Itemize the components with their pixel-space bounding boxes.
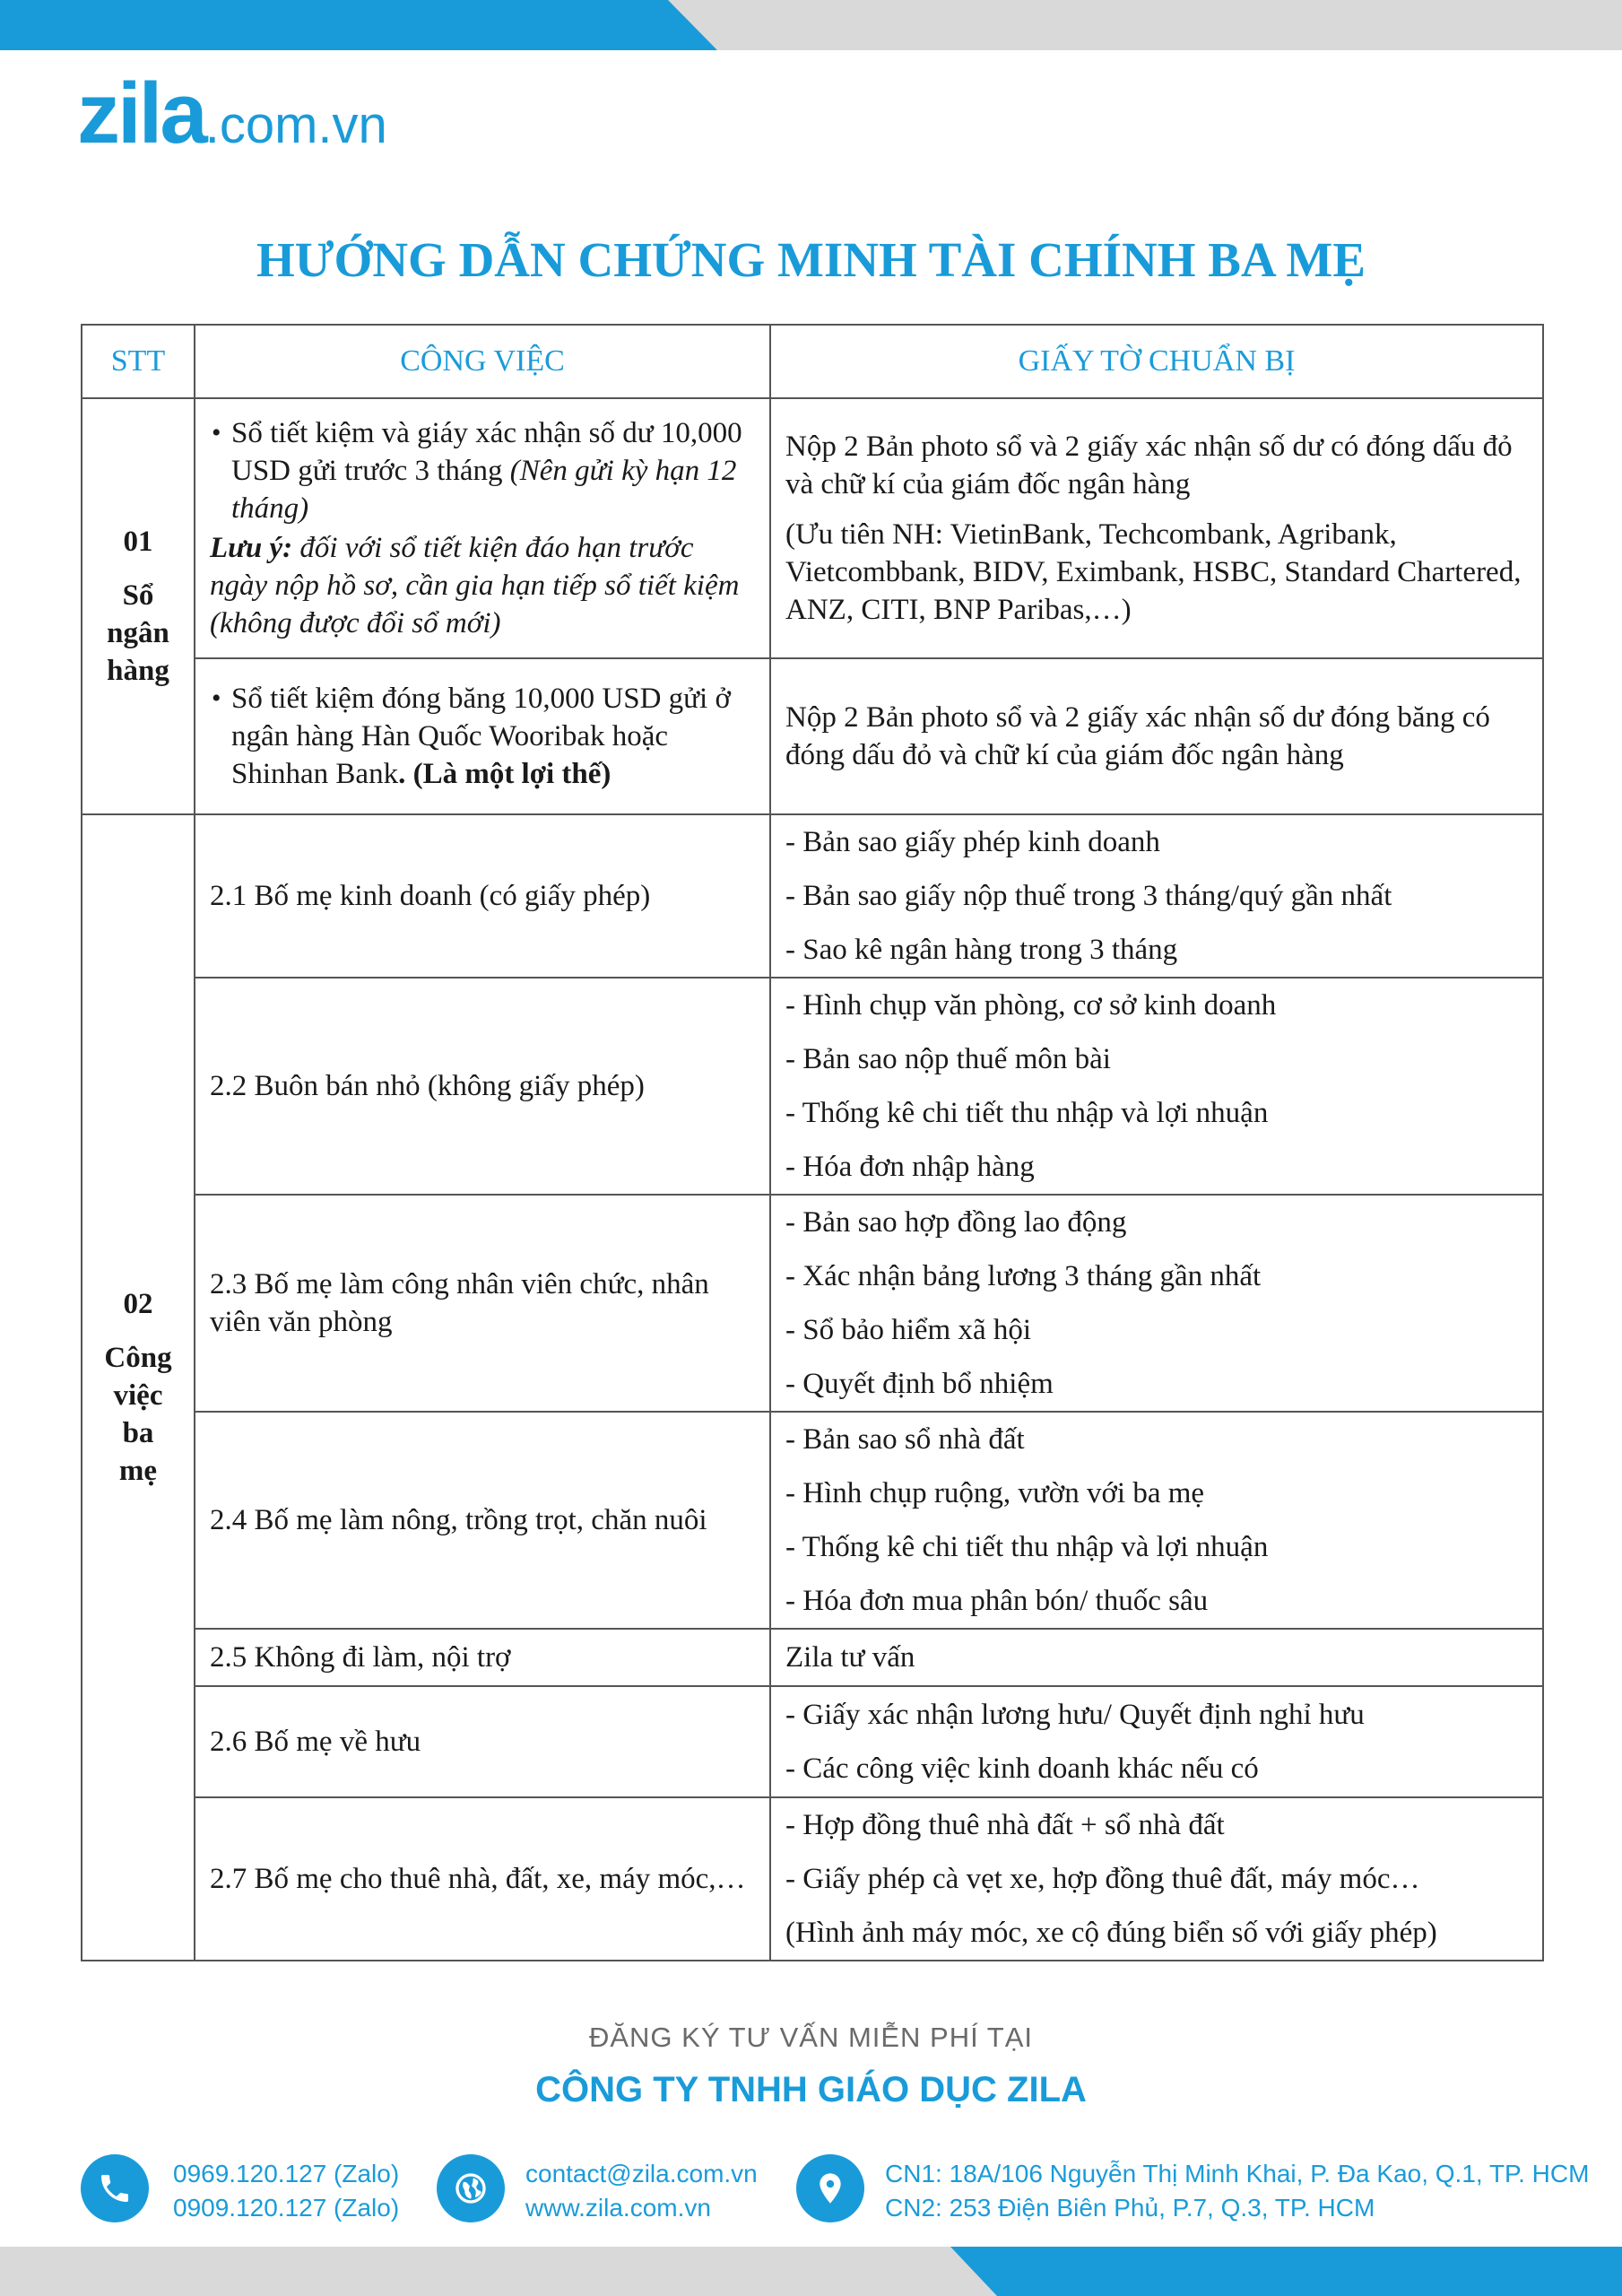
section1-work-2: [195, 658, 770, 814]
footer-web: [525, 2157, 758, 2225]
section2-work: 2.2 Buôn bán nhỏ (không giấy phép): [195, 978, 770, 1195]
section1-stt: [82, 398, 195, 814]
section2-work: 2.6 Bố mẹ về hưu: [195, 1686, 770, 1797]
section2-work: 2.3 Bố mẹ làm công nhân viên chức, nhân viên văn phòng: [195, 1195, 770, 1412]
docs-line: - Hình chụp ruộng, vườn với ba mẹ: [785, 1477, 1205, 1509]
docs-line: - Bản sao sổ nhà đất: [785, 1423, 1025, 1456]
table-row: [82, 1629, 1543, 1686]
header-stt: STT: [82, 325, 195, 398]
docs-line: - Các công việc kinh doanh khác nếu có: [785, 1752, 1259, 1785]
section1-label: Sổ ngân hàng: [107, 579, 169, 687]
phone-number-2[interactable]: 0909.120.127 (Zalo): [173, 2194, 400, 2222]
docs-text: Nộp 2 Bản photo sổ và 2 giấy xác nhận số dư có đóng dấu đỏ và chữ kí của giám đốc ngân hàng: [785, 430, 1513, 500]
section2-work: 2.5 Không đi làm, nội trợ: [195, 1629, 770, 1686]
docs-line: - Hóa đơn nhập hàng: [785, 1151, 1035, 1183]
finance-guide-table: [81, 324, 1544, 1961]
table-header-row: [82, 325, 1543, 398]
bottom-decor-bar-blue: [950, 2247, 1622, 2296]
footer-phones: [173, 2157, 399, 2225]
address-1: CN1: 18A/106 Nguyễn Thị Minh Khai, P. Đa Kao, Q.1, TP. HCM: [885, 2160, 1590, 2187]
footer-addresses: [885, 2157, 1589, 2225]
phone-icon: [81, 2154, 149, 2222]
section2-docs: [770, 1412, 1543, 1629]
docs-line: - Thống kê chi tiết thu nhập và lợi nhuận: [785, 1097, 1269, 1129]
docs-line: Zila tư vấn: [785, 1641, 915, 1674]
phone-number-1[interactable]: 0969.120.127 (Zalo): [173, 2160, 400, 2187]
section2-docs: [770, 1686, 1543, 1797]
footer-company-name: CÔNG TY TNHH GIÁO DỤC ZILA: [535, 2070, 1087, 2109]
website-link[interactable]: www.zila.com.vn: [525, 2194, 711, 2222]
section2-work: 2.4 Bố mẹ làm nông, trồng trọt, chăn nuôi: [195, 1412, 770, 1629]
docs-line: - Giấy phép cà vẹt xe, hợp đồng thuê đất, máy móc…: [785, 1863, 1420, 1895]
docs-line: - Hóa đơn mua phân bón/ thuốc sâu: [785, 1585, 1209, 1617]
section2-label: Công việc ba mẹ: [104, 1342, 172, 1487]
email-link[interactable]: contact@zila.com.vn: [525, 2160, 758, 2187]
docs-banks: (Ưu tiên NH: VietinBank, Techcombank, Agribank, Vietcombbank, BIDV, Eximbank, HSBC, Standard Chartered, ANZ, CITI, BNP Paribas,…): [785, 518, 1522, 626]
section2-docs: [770, 1797, 1543, 1961]
docs-line: - Thống kê chi tiết thu nhập và lợi nhuận: [785, 1531, 1269, 1563]
globe-icon: [437, 2154, 505, 2222]
docs-line: - Giấy xác nhận lương hưu/ Quyết định nghỉ hưu: [785, 1699, 1365, 1731]
table-row: [82, 1797, 1543, 1961]
page-title: HƯỚNG DẪN CHỨNG MINH TÀI CHÍNH BA MẸ: [256, 232, 1366, 287]
header-work: CÔNG VIỆC: [195, 325, 770, 398]
section2-work: 2.7 Bố mẹ cho thuê nhà, đất, xe, máy móc,…: [195, 1797, 770, 1961]
section1-docs-2: [770, 658, 1543, 814]
table-row: [82, 1412, 1543, 1629]
table-row: [82, 978, 1543, 1195]
section1-docs-1: [770, 398, 1543, 658]
address-2: CN2: 253 Điện Biên Phủ, P.7, Q.3, TP. HCM: [885, 2194, 1375, 2222]
table-row: [82, 1195, 1543, 1412]
note-label: Lưu ý:: [210, 532, 293, 564]
section2-docs: [770, 1195, 1543, 1412]
section2-stt: [82, 814, 195, 1961]
table-row: [82, 658, 1543, 814]
list-item: • Sổ tiết kiệm và giáy xác nhận số dư 10,000 USD gửi trước 3 tháng (Nên gửi kỳ hạn 12 tháng): [231, 414, 755, 527]
docs-line: - Hợp đồng thuê nhà đất + sổ nhà đất: [785, 1809, 1225, 1841]
docs-line: - Xác nhận bảng lương 3 tháng gần nhất: [785, 1260, 1262, 1292]
docs-line: - Bản sao hợp đồng lao động: [785, 1206, 1127, 1239]
section2-number: 02: [123, 1288, 153, 1320]
section2-work: 2.1 Bố mẹ kinh doanh (có giấy phép): [195, 814, 770, 978]
docs-line: - Bản sao giấy nộp thuế trong 3 tháng/quý gần nhất: [785, 880, 1392, 912]
docs-line: - Bản sao giấy phép kinh doanh: [785, 826, 1160, 858]
docs-line: - Bản sao nộp thuế môn bài: [785, 1043, 1111, 1075]
section2-docs: [770, 978, 1543, 1195]
section2-docs: [770, 814, 1543, 978]
location-pin-icon: [796, 2154, 864, 2222]
table-row: [82, 1686, 1543, 1797]
docs-line: - Quyết định bổ nhiệm: [785, 1368, 1054, 1400]
docs-line: (Hình ảnh máy móc, xe cộ đúng biển số với giấy phép): [785, 1917, 1437, 1949]
logo-brand: zila: [77, 65, 205, 161]
zila-logo: [77, 65, 387, 163]
top-decor-bar-blue: [0, 0, 717, 50]
section1-number: 01: [123, 526, 153, 558]
docs-line: - Sổ bảo hiểm xã hội: [785, 1314, 1032, 1346]
footer-heading: ĐĂNG KÝ TƯ VẤN MIỄN PHÍ TẠI: [588, 2022, 1034, 2053]
docs-line: - Sao kê ngân hàng trong 3 tháng: [785, 934, 1178, 966]
note-text: đối với sổ tiết kiện đáo hạn trước ngày nộp hồ sơ, cần gia hạn tiếp sổ tiết kiệm (không được đổi sổ mới): [210, 532, 740, 639]
table-row: [82, 398, 1543, 658]
docs-line: - Hình chụp văn phòng, cơ sở kinh doanh: [785, 989, 1277, 1022]
section1-work-1: [195, 398, 770, 658]
header-docs: GIẤY TỜ CHUẨN BỊ: [770, 325, 1543, 398]
table-row: [82, 814, 1543, 978]
list-item: • Sổ tiết kiệm đóng băng 10,000 USD gửi ở ngân hàng Hàn Quốc Wooribak hoặc Shinhan Bank. (Là một lợi thế): [231, 680, 755, 793]
docs-text: Nộp 2 Bản photo sổ và 2 giấy xác nhận số dư đóng băng có đóng dấu đỏ và chữ kí của giám đốc ngân hàng: [785, 701, 1490, 771]
section2-docs: [770, 1629, 1543, 1686]
logo-domain: .com.vn: [204, 96, 387, 154]
